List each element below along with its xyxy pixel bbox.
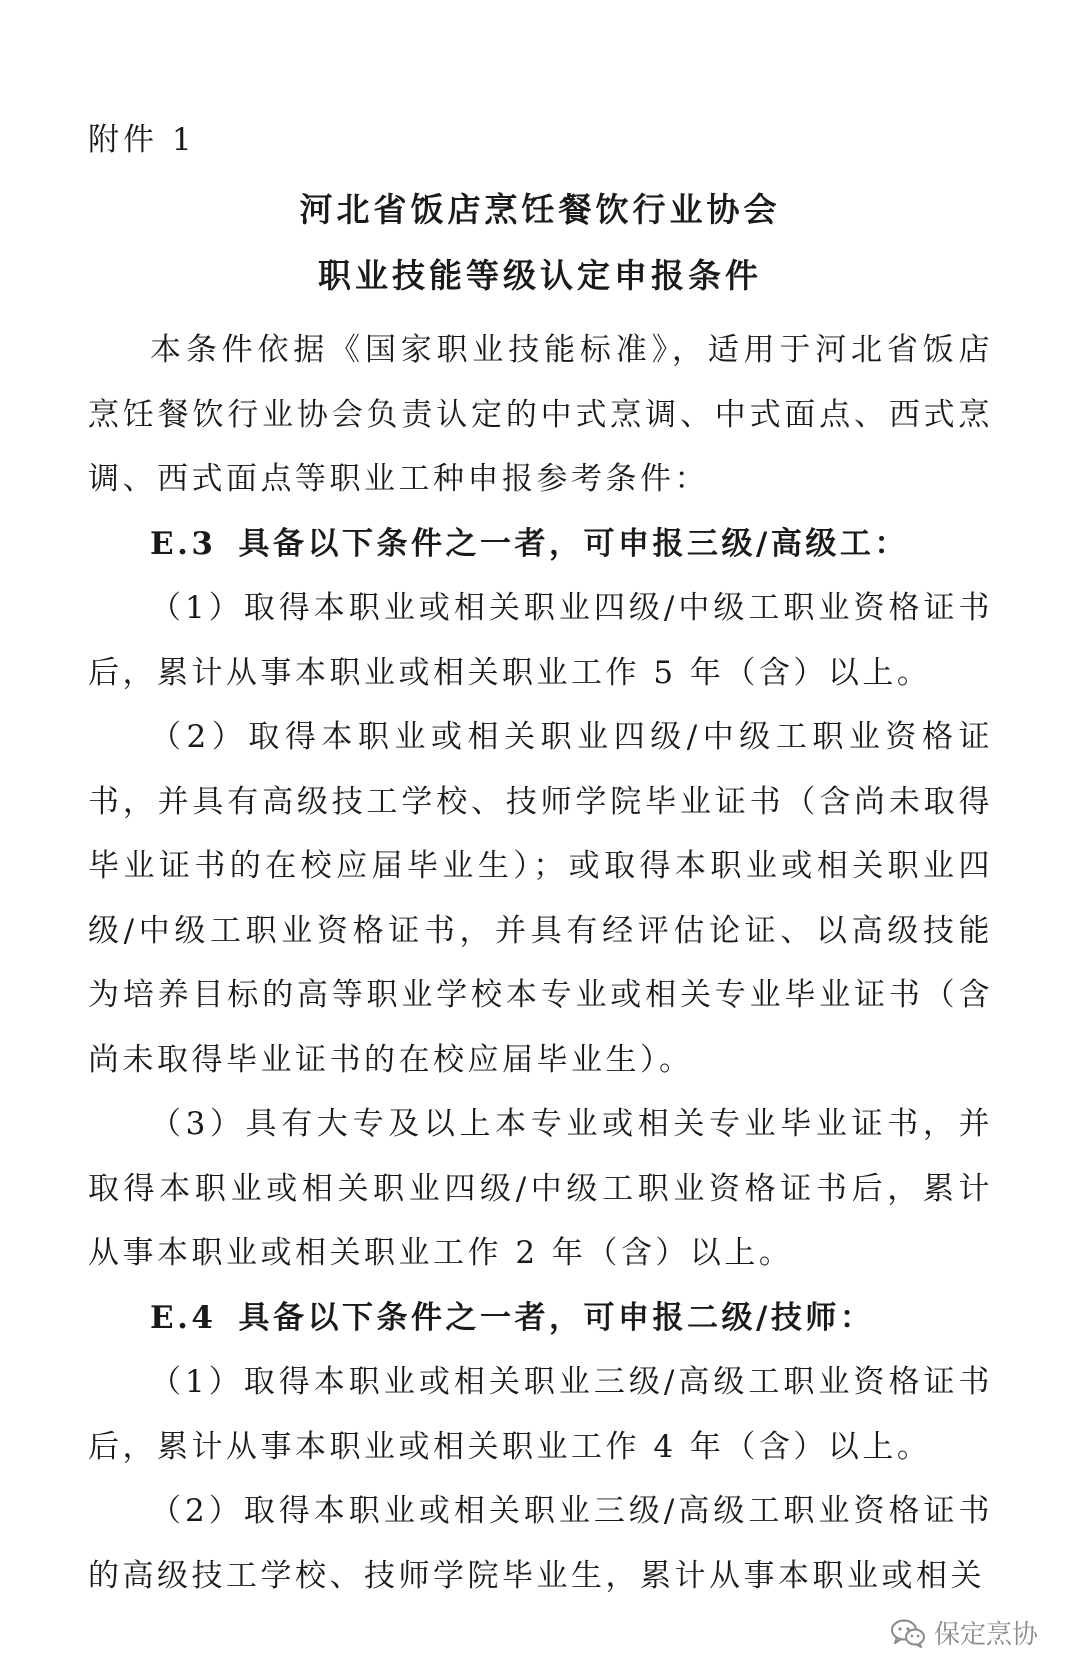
section-code: E.3 (150, 525, 217, 562)
attachment-label: 附件 1 (88, 122, 196, 158)
title-line-2: 职业技能等级认定申报条件 (318, 256, 762, 295)
list-item: （1）取得本职业或相关职业三级/高级工职业资格证书后，累计从事本职业或相关职业工作 4 年（含）以上。 (88, 1364, 993, 1465)
intro-paragraph: 本条件依据《国家职业技能标准》，适用于河北省饭店烹饪餐饮行业协会负责认定的中式烹调、中式面点、西式烹调、西式面点等职业工种申报参考条件： (88, 332, 993, 497)
document-body (88, 318, 993, 1608)
title-line-1: 河北省饭店烹饪餐饮行业协会 (299, 190, 781, 229)
section-heading-text: 具备以下条件之一者，可申报三级/高级工： (238, 525, 909, 562)
list-item: （1）取得本职业或相关职业四级/中级工职业资格证书后，累计从事本职业或相关职业工作 5 年（含）以上。 (88, 590, 993, 691)
section-heading-text: 具备以下条件之一者，可申报二级/技师： (238, 1299, 875, 1336)
section-heading-e3 (88, 512, 993, 577)
section-heading-e4 (88, 1286, 993, 1351)
watermark-text: 保定烹协 (933, 1620, 1038, 1650)
list-item: （3）具有大专及以上本专业或相关专业毕业证书，并取得本职业或相关职业四级/中级工职业资格证书后，累计从事本职业或相关职业工作 2 年（含）以上。 (88, 1106, 993, 1271)
wechat-icon (890, 1618, 926, 1648)
list-item: （2）取得本职业或相关职业四级/中级工职业资格证书，并具有高级技工学校、技师学院毕业证书（含尚未取得毕业证书的在校应届毕业生）；或取得本职业或相关职业四级/中级工职业资格证书，并具有经评估论证、以高级技能为培养目标的高等职业学校本专业或相关专业毕业证书（含尚未取得毕业证书的在校应届毕业生）。 (88, 719, 993, 1078)
watermark (890, 1614, 1038, 1651)
list-item: （2）取得本职业或相关职业三级/高级工职业资格证书的高级技工学校、技师学院毕业生，累计从事本职业或相关 (88, 1493, 993, 1594)
section-code: E.4 (150, 1299, 217, 1336)
